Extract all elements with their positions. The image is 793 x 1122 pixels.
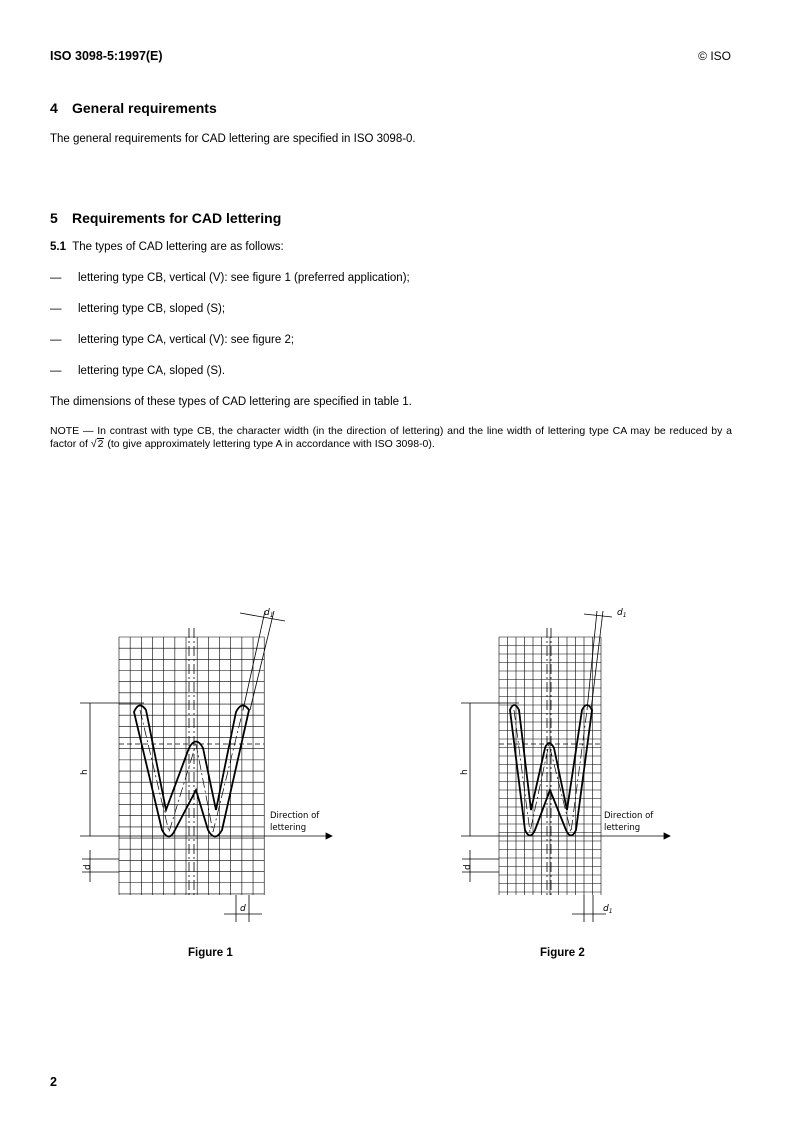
list-item [50, 333, 294, 347]
section-4-heading [50, 100, 217, 116]
figure-2-drawing [461, 611, 670, 922]
figure-2-d1-bottom-label [603, 904, 613, 915]
figure-2-d1-letter: d [617, 608, 623, 618]
list-dash: — [50, 272, 62, 284]
list-item [50, 364, 225, 378]
list-item-text: lettering type CB, sloped (S); [78, 303, 226, 315]
figure-1-direction-arrowhead [326, 833, 332, 839]
figure-2-d1-dimension [584, 614, 612, 617]
section-4-number: 4 [50, 100, 58, 116]
note-text-after: (to give approximately lettering type A in accordance with ISO 3098-0). [107, 437, 435, 450]
figure-2-d-label: d [463, 864, 473, 870]
section-5-number: 5 [50, 210, 58, 226]
figure-2-direction-label: lettering [604, 823, 641, 833]
clause-5-1 [50, 240, 284, 254]
section-5-title: Requirements for CAD lettering [72, 210, 282, 226]
figure-2-d1-bottom-subscript: 1 [608, 908, 613, 915]
figure-2-slope-line [587, 611, 597, 710]
note-paragraph: NOTE — In contrast with type CB, the character width (in the direction of lettering) and the line width of lettering type CA may be reduced by a factor of √2 (to give approximately lettering type A in accordance with ISO 3098-0). [50, 425, 732, 450]
figure-1-direction-label: Direction of [270, 811, 320, 821]
figure-2-direction-arrowhead [664, 833, 670, 839]
note-text-before: NOTE — In contrast with type CB, the character width (in the direction of lettering) and the line width of lettering type CA may be reduced by a factor of [50, 425, 732, 450]
figure-1-h-label: h [80, 769, 90, 775]
document-id: ISO 3098-5:1997(E) [50, 49, 163, 63]
clause-5-1-number: 5.1 [50, 241, 66, 253]
list-item-text: lettering type CA, sloped (S). [78, 365, 226, 377]
figures-area [0, 590, 793, 970]
figure-2-letter-w-centreline [514, 710, 587, 832]
figure-1-caption: Figure 1 [188, 947, 233, 959]
copyright-notice: © ISO [698, 49, 731, 63]
figure-1-d1-dimension [240, 613, 285, 621]
figure-1-d1-label [264, 608, 274, 619]
list-item [50, 271, 410, 285]
figure-2-d1-subscript: 1 [622, 612, 627, 619]
list-item-text: lettering type CA, vertical (V): see figure 2; [78, 334, 295, 346]
list-item-text: lettering type CB, vertical (V): see figure 1 (preferred application); [78, 272, 410, 284]
list-dash: — [50, 334, 62, 346]
figure-2-d1-bottom-letter: d [603, 904, 609, 914]
section-5-heading [50, 210, 281, 226]
list-dash: — [50, 303, 62, 315]
figure-1-d1-subscript: 1 [269, 612, 274, 619]
figure-2-direction-label: Direction of [604, 811, 654, 821]
figure-1-d-label: d [83, 864, 93, 870]
section-4-title: General requirements [72, 100, 217, 116]
section-4-body: The general requirements for CAD lettering are specified in ISO 3098-0. [50, 133, 416, 145]
figure-1-drawing [80, 611, 332, 922]
page-number: 2 [50, 1075, 57, 1089]
figure-2-caption: Figure 2 [540, 947, 585, 959]
figure-1-d1-letter: d [264, 608, 270, 618]
figure-2-d1-label [617, 608, 627, 619]
clause-5-1-text: The types of CAD lettering are as follows: [72, 241, 284, 253]
figure-1-d-bottom-label: d [240, 904, 246, 914]
dimensions-paragraph: The dimensions of these types of CAD lettering are specified in table 1. [50, 396, 412, 408]
list-dash: — [50, 365, 62, 377]
figure-1-direction-label: lettering [270, 823, 307, 833]
note-sqrt-value: 2 [97, 437, 104, 450]
figure-2-grid [499, 637, 601, 895]
list-item [50, 302, 225, 316]
figure-2-h-label: h [460, 769, 470, 775]
figure-1-grid [119, 637, 264, 895]
